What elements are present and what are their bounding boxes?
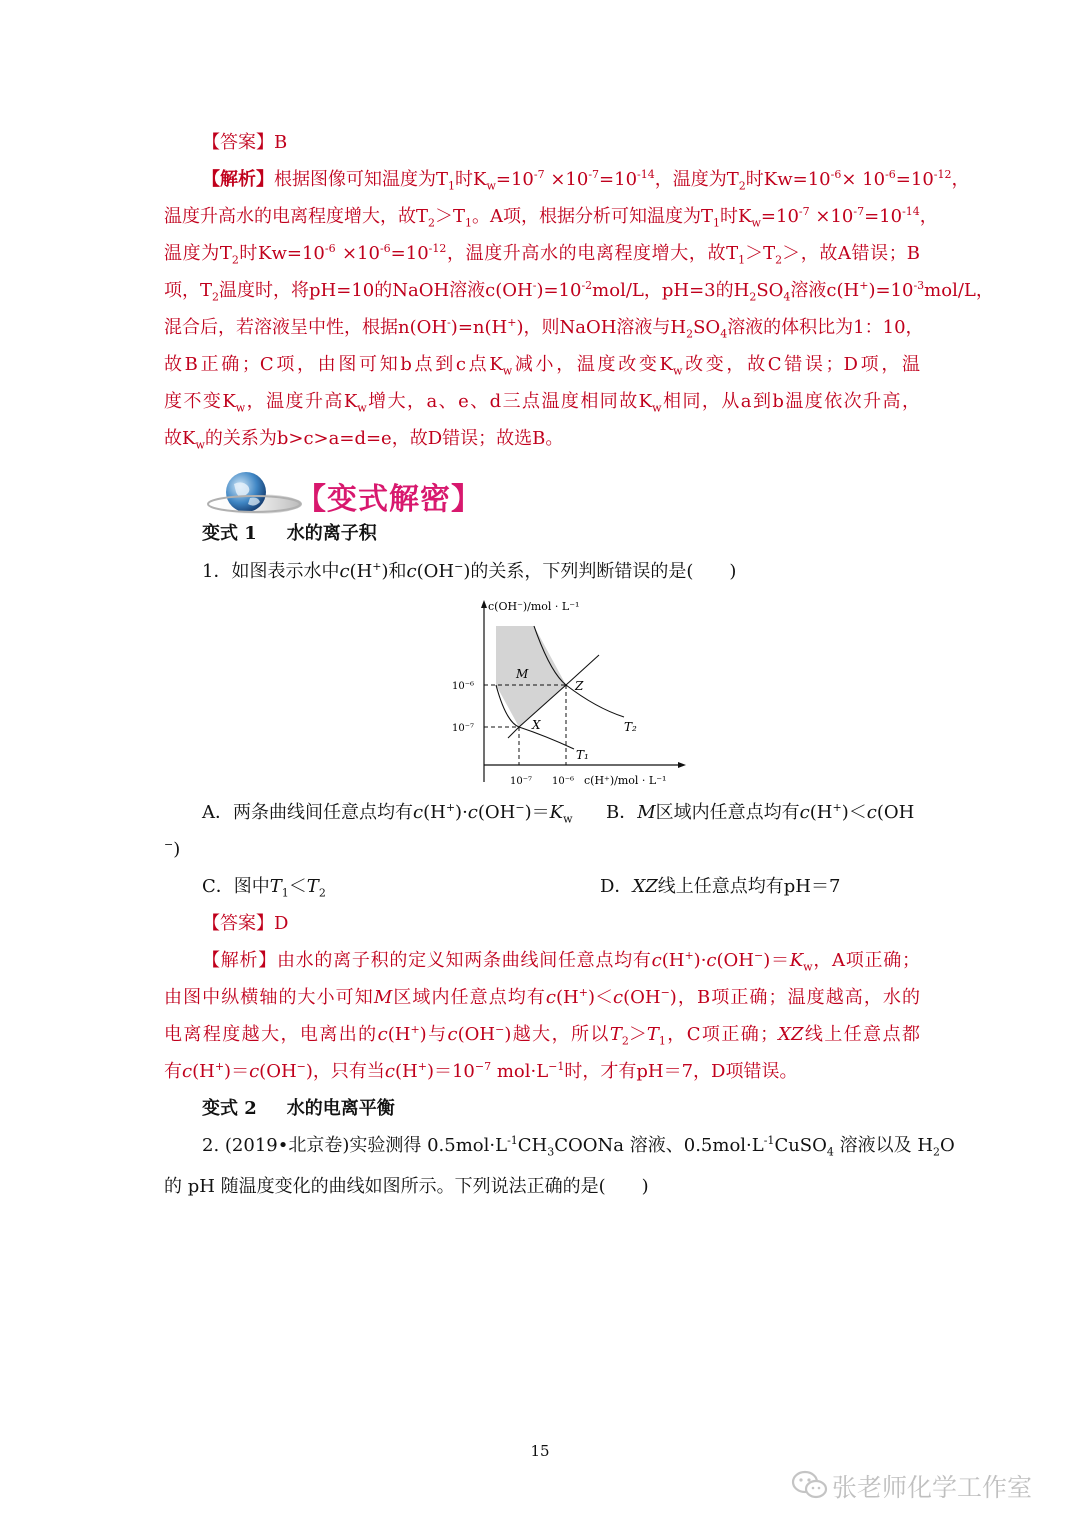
analysis-2-line-2: 由图中纵横轴的大小可知M区域内任意点均有c(H+)＜c(OH−)，B项正确；温度越高，水的 bbox=[164, 986, 921, 1008]
variant-1-heading bbox=[202, 522, 920, 546]
question-1-stem: 1．如图表示水中c(H+)和c(OH−)的关系，下列判断错误的是( ) bbox=[202, 560, 737, 582]
analysis-1-line-1 bbox=[202, 168, 970, 193]
question-2-line-2: 的 pH 随温度变化的曲线如图所示。下列说法正确的是( ) bbox=[164, 1176, 649, 1197]
globe-icon bbox=[204, 468, 304, 520]
analysis-2-line-3: 电离程度越大，电离出的c(H+)与c(OH−)越大，所以$T_2>T_1$，C项正确；XZ线上任意点都 bbox=[164, 1023, 920, 1048]
analysis-1-line-3: 温度为$T_2$时$Kw=10^{-6} \times 10^{-6}=10^{-12}$，温度升高水的电离程度增大，故$T_1>T_2>$，故A错误；B bbox=[164, 242, 920, 267]
answer-2-label: 【答案】 bbox=[202, 913, 274, 934]
option-a: A．两条曲线间任意点均有$c(H^+)\cdot c(OH^-)=K_w$ bbox=[202, 801, 573, 826]
y-tick-2: 10⁻⁷ bbox=[452, 723, 475, 734]
point-x-label: X bbox=[532, 718, 541, 732]
wechat-icon bbox=[790, 1468, 830, 1502]
analysis-2-line-1: 【解析】由水的离子积的定义知两条曲线间任意点均有$c(H^+)\cdot c(OH^-)=K_w$，A项正确； bbox=[202, 949, 920, 974]
x-tick-1: 10⁻⁷ bbox=[510, 776, 533, 787]
analysis-1-line-6: 故B正确；C项，由图可知b点到c点$K_w$减小，温度改变$K_w$改变，故C错误；D项，温 bbox=[164, 354, 920, 378]
variant-2-heading bbox=[202, 1097, 920, 1121]
x-axis-label: c(H⁺)/mol · L⁻¹ bbox=[584, 774, 667, 787]
answer-line-2 bbox=[202, 912, 920, 936]
y-axis-label: c(OH⁻)/mol · L⁻¹ bbox=[488, 600, 580, 613]
analysis-label: 【解析】 bbox=[202, 169, 274, 190]
answer-label: 【答案】 bbox=[202, 132, 274, 153]
variant-1-label: 变式 1 bbox=[202, 523, 257, 544]
y-axis-arrow bbox=[481, 600, 487, 608]
option-b: B．M区域内任意点均有c(H+)＜c(OH bbox=[605, 801, 915, 823]
analysis-1-line-5: 混合后，若溶液呈中性，根据n(OH-)=n(H+)，则NaOH溶液与$H_2SO_4$溶液的体积比为1：10， bbox=[164, 316, 924, 341]
curve-t2-label: T₂ bbox=[624, 720, 637, 734]
analysis-1-line-4: 项，$T_2$温度时，将pH=10的NaOH溶液$c(OH^-)=10^{-2}mol/L$，pH=3的$H_2SO_4$溶液$c(H^+)=10^{-3}mol/L$， bbox=[164, 279, 994, 304]
watermark-text: 张老师化学工作室 bbox=[832, 1473, 1033, 1502]
kw-chart bbox=[446, 596, 686, 792]
x-axis-arrow bbox=[678, 762, 686, 768]
page-number: 15 bbox=[530, 1442, 550, 1460]
analysis-1-line-7: 度不变$K_w$，温度升高$K_w$增大，a、e、d三点温度相同故$K_w$相同，从a到b温度依次升高， bbox=[164, 391, 920, 415]
analysis-2-line-4: 有c(H+)＝c(OH−)，只有当$c(H^+)=10^{-7}$ $mol\cdot L^{-1}$时，才有pH＝7，D项错误。 bbox=[164, 1060, 798, 1082]
region-m bbox=[496, 626, 566, 727]
curve-t1-label: T₁ bbox=[576, 748, 589, 762]
analysis-1-line-8: 故$K_w$的关系为b>c>a=d=e，故D错误；故选B。 bbox=[164, 428, 564, 452]
question-2-line-1: 2. (2019•北京卷)实验测得 $0.5mol\cdot L^{-1}CH_3COONa$ 溶液、$0.5mol\cdot L^{-1}CuSO_4$ 溶液以及 $H_2O$ bbox=[202, 1134, 955, 1159]
option-d: D．XZ线上任意点均有pH＝7 bbox=[600, 876, 841, 897]
analysis-1-line-2: 温度升高水的电离程度增大，故$T_2>T_1$。A项，根据分析可知温度为$T_1$时$K_w=10^{-7} \times 10^{-7}=10^{-14}$， bbox=[164, 205, 938, 230]
x-tick-2: 10⁻⁶ bbox=[552, 776, 575, 787]
option-b-cont: −) bbox=[164, 838, 181, 860]
banner-title: 【变式解密】 bbox=[296, 482, 482, 517]
answer-value: B bbox=[274, 132, 288, 153]
line-xz-ext-low bbox=[508, 727, 519, 738]
answer-2-value: D bbox=[274, 913, 289, 934]
region-m-label: M bbox=[516, 667, 529, 681]
section-banner bbox=[204, 468, 504, 520]
variant-2-label: 变式 2 bbox=[202, 1098, 257, 1119]
option-c-d bbox=[202, 875, 920, 899]
option-c: C．图中$T_1<T_2$ bbox=[202, 876, 326, 900]
y-tick-1: 10⁻⁶ bbox=[452, 681, 475, 692]
answer-line-1 bbox=[202, 131, 920, 155]
option-a-b bbox=[202, 801, 920, 825]
variant-2-title: 水的电离平衡 bbox=[286, 1098, 395, 1119]
point-z-label: Z bbox=[575, 679, 584, 693]
analysis-1-text-1: 根据图像可知温度为$T_1$时$K_w=10^{-7} \times 10^{-7}=10^{-14}$，温度为$T_2$时$Kw=10^{-6}\times 10^{-6}=10^{-12}$， bbox=[274, 168, 970, 193]
variant-1-title: 水的离子积 bbox=[286, 523, 377, 544]
analysis-2-label: 【解析】 bbox=[202, 950, 277, 971]
watermark bbox=[790, 1466, 1060, 1502]
